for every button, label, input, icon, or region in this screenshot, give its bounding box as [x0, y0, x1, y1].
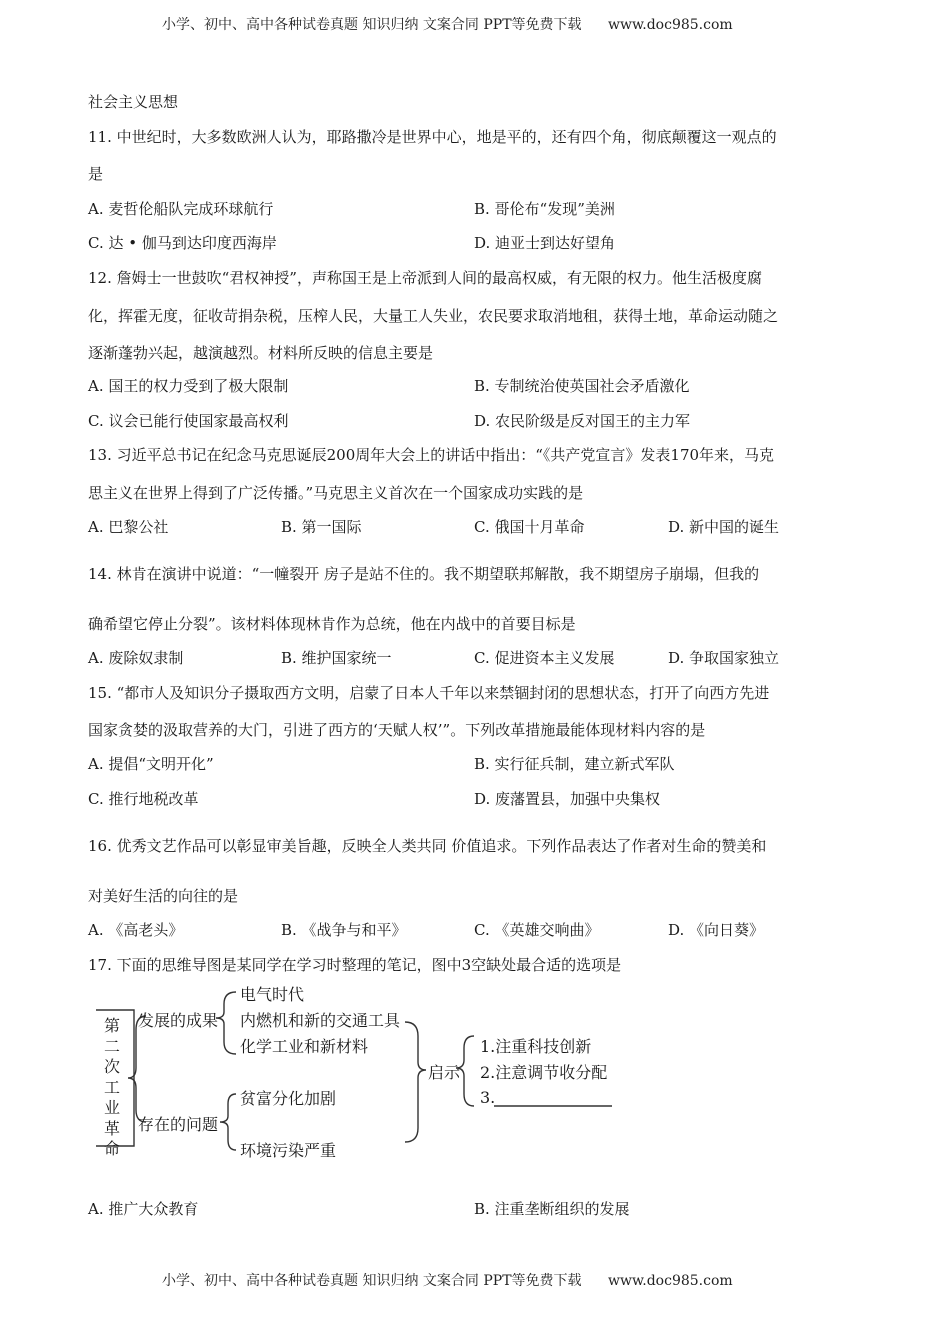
q17-line-1: 17. 下面的思维导图是某同学在学习时整理的笔记，图中3空缺处最合适的选项是 — [88, 956, 622, 974]
mindmap-insight-label: 启示 — [428, 1063, 461, 1082]
q13-option-b[interactable]: B. 第一国际 — [281, 518, 362, 536]
header-text: 小学、初中、高中各种试卷真题 知识归纳 文案合同 PPT等免费下载 — [162, 17, 582, 33]
q15-option-b[interactable]: B. 实行征兵制，建立新式军队 — [474, 755, 675, 773]
mindmap-branch2-item-1: 贫富分化加剧 — [240, 1089, 337, 1108]
mindmap-branch2-label: 存在的问题 — [138, 1115, 219, 1134]
q13-line-2: 思主义在世界上得到了广泛传播。”马克思主义首次在一个国家成功实践的是 — [88, 484, 584, 502]
q13-line-1: 13. 习近平总书记在纪念马克思诞辰200周年大会上的讲话中指出：“《共产党宣言》发表170年来，马克 — [88, 446, 775, 464]
footer-text: 小学、初中、高中各种试卷真题 知识归纳 文案合同 PPT等免费下载 — [162, 1273, 582, 1289]
q12-option-c[interactable]: C. 议会已能行使国家最高权利 — [88, 412, 289, 430]
q13-option-c[interactable]: C. 俄国十月革命 — [474, 518, 585, 536]
q12-option-a[interactable]: A. 国王的权力受到了极大限制 — [88, 377, 289, 395]
q16-line-1: 16. 优秀文艺作品可以彰显审美旨趣，反映全人类共同 价值追求。下列作品表达了作者对生命的赞美和 — [88, 837, 767, 855]
q17-option-b[interactable]: B. 注重垄断组织的发展 — [474, 1200, 630, 1218]
mindmap-insight-item-2: 2.注意调节收分配 — [480, 1063, 608, 1082]
q15-line-2: 国家贪婪的汲取营养的大门，引进了西方的‘天赋人权’”。下列改革措施最能体现材料内容的是 — [88, 721, 706, 739]
q13-option-d[interactable]: D. 新中国的诞生 — [668, 518, 780, 536]
q15-option-d[interactable]: D. 废藩置县，加强中央集权 — [474, 790, 661, 808]
q14-option-d[interactable]: D. 争取国家独立 — [668, 649, 780, 667]
header-site[interactable]: www.doc985.com — [607, 17, 733, 33]
mindmap-branch2-item-2: 环境污染严重 — [240, 1141, 337, 1160]
q12-line-3: 逐渐蓬勃兴起，越演越烈。材料所反映的信息主要是 — [88, 344, 434, 362]
q17-option-a[interactable]: A. 推广大众教育 — [88, 1200, 199, 1218]
q11-option-a[interactable]: A. 麦哲伦船队完成环球航行 — [88, 200, 274, 218]
q11-option-d[interactable]: D. 迪亚士到达好望角 — [474, 234, 616, 252]
q16-option-c[interactable]: C. 《英雄交响曲》 — [474, 921, 600, 939]
q15-option-c[interactable]: C. 推行地税改革 — [88, 790, 199, 808]
q14-option-b[interactable]: B. 维护国家统一 — [281, 649, 392, 667]
q14-line-2: 确希望它停止分裂”。该材料体现林肯作为总统，他在内战中的首要目标是 — [88, 615, 576, 633]
mindmap-insight-item-3: 3. — [480, 1088, 496, 1107]
mindmap-branch1-item-3: 化学工业和新材料 — [240, 1037, 369, 1056]
mindmap-branch1-label: 发展的成果 — [138, 1011, 219, 1030]
mindmap-branch1-item-1: 电气时代 — [240, 985, 305, 1004]
q15-line-1: 15. “都市人及知识分子摄取西方文明，启蒙了日本人千年以来禁锢封闭的思想状态，打开了向西方先进 — [88, 684, 770, 702]
q11-line-1: 11. 中世纪时，大多数欧洲人认为，耶路撒冷是世界中心，地是平的，还有四个角，彻底颠覆这一观点的 — [88, 128, 777, 146]
q12-line-2: 化，挥霍无度，征收苛捐杂税，压榨人民，大量工人失业，农民要求取消地租，获得土地，革命运动随之 — [88, 307, 779, 325]
q15-option-a[interactable]: A. 提倡“文明开化” — [88, 755, 214, 773]
q16-option-a[interactable]: A. 《高老头》 — [88, 921, 184, 939]
mindmap-root: 第二次工业革命 — [104, 1016, 121, 1158]
q11-option-c[interactable]: C. 达 • 伽马到达印度西海岸 — [88, 234, 277, 252]
q14-line-1: 14. 林肯在演讲中说道：“一幢裂开 房子是站不住的。我不期望联邦解散，我不期望房子崩塌，但我的 — [88, 565, 760, 583]
q16-line-2: 对美好生活的向往的是 — [88, 887, 239, 905]
q16-option-b[interactable]: B. 《战争与和平》 — [281, 921, 407, 939]
q12-line-1: 12. 詹姆士一世鼓吹“君权神授”，声称国王是上帝派到人间的最高权威，有无限的权力。他生活极度腐 — [88, 269, 762, 287]
page-footer — [162, 1270, 733, 1290]
q13-option-a[interactable]: A. 巴黎公社 — [88, 518, 169, 536]
q12-option-d[interactable]: D. 农民阶级是反对国王的主力军 — [474, 412, 691, 430]
footer-site[interactable]: www.doc985.com — [607, 1273, 733, 1289]
mindmap-insight-item-1: 1.注重科技创新 — [480, 1037, 592, 1056]
q14-option-c[interactable]: C. 促进资本主义发展 — [474, 649, 615, 667]
continuation-text: 社会主义思想 — [88, 93, 179, 111]
q16-option-d[interactable]: D. 《向日葵》 — [668, 921, 765, 939]
q11-line-2: 是 — [88, 165, 104, 183]
q11-option-b[interactable]: B. 哥伦布“发现”美洲 — [474, 200, 615, 218]
q12-option-b[interactable]: B. 专制统治使英国社会矛盾激化 — [474, 377, 690, 395]
mindmap-branch1-item-2: 内燃机和新的交通工具 — [240, 1011, 401, 1030]
q14-option-a[interactable]: A. 废除奴隶制 — [88, 649, 184, 667]
